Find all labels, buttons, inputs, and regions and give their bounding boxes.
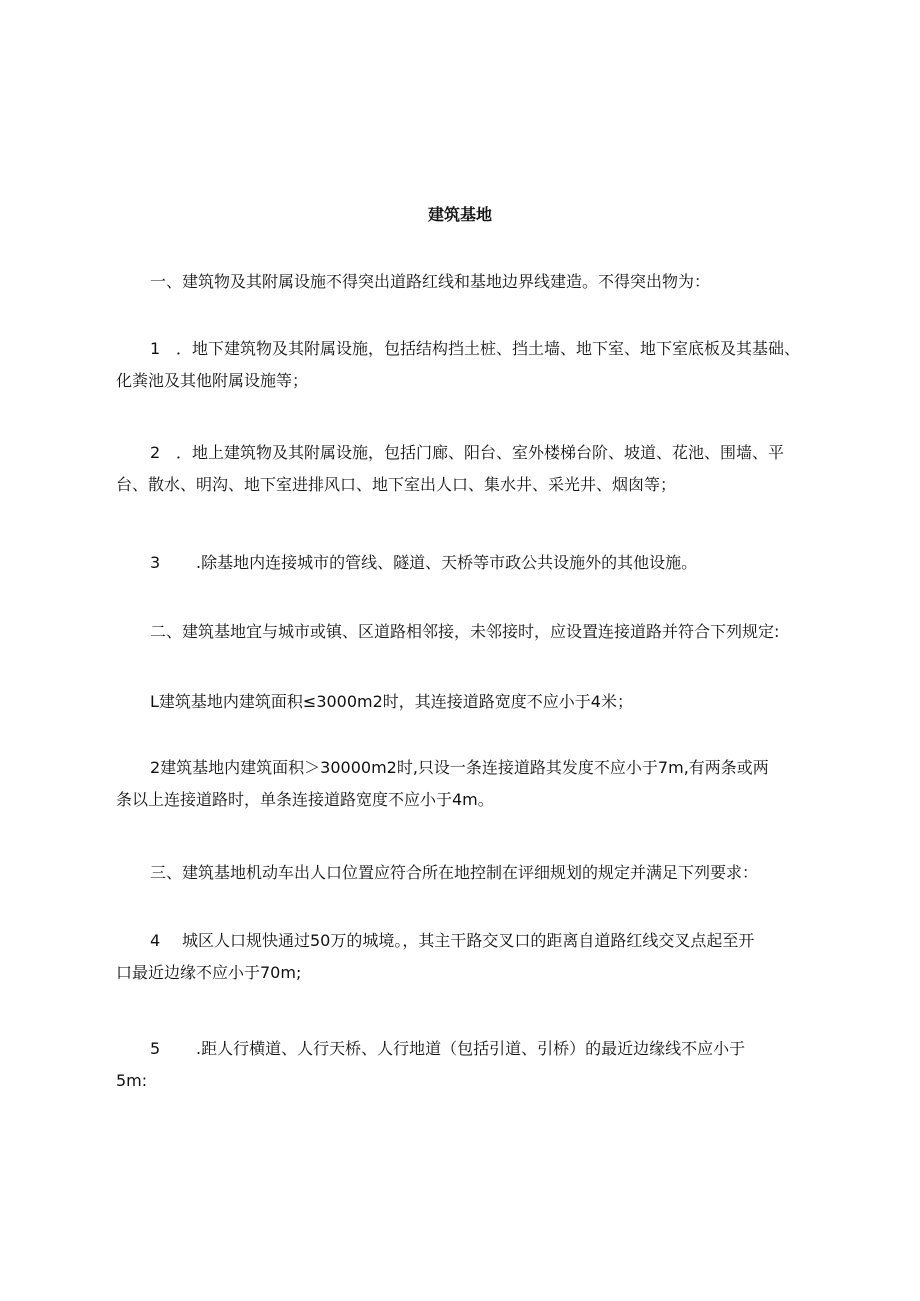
list-item-continuation: 5m: — [116, 1071, 148, 1090]
list-item — [116, 686, 806, 718]
list-item-number: 1 — [150, 339, 161, 358]
list-item — [116, 752, 806, 816]
document-title: 建筑基地 — [427, 205, 492, 224]
list-item-text: 2建筑基地内建筑面积＞30000m2时,只设一条连接道路其发度不应小于7m,有两条或两 — [150, 758, 769, 777]
section-two-heading — [116, 616, 806, 648]
list-item-line — [116, 437, 806, 469]
list-item-number: 5 — [150, 1039, 161, 1058]
section-one-heading-text: 一、建筑物及其附属设施不得突出道路红线和基地边界线建造。不得突出物为： — [150, 272, 711, 291]
list-item — [116, 437, 806, 501]
list-item-text: .距人行横道、人行天桥、人行地道（包括引道、引桥）的最近边缘线不应小于 — [196, 1039, 746, 1058]
list-item-number: 4 — [150, 931, 161, 950]
list-item-line — [116, 547, 806, 579]
list-item-number: 2 — [150, 443, 161, 462]
list-item — [116, 925, 806, 989]
list-item-continuation: 化粪池及其他附属设施等； — [116, 371, 309, 390]
list-item — [116, 1033, 806, 1097]
list-item-line — [116, 925, 806, 957]
list-item-text: ．地上建筑物及其附属设施，包括门廊、阳台、室外楼梯台阶、坡道、花池、围墙、平 — [176, 443, 785, 462]
list-item-text: 城区人口规快通过50万的城境。，其主干路交叉口的距离自道路红线交叉点起至开 — [182, 931, 755, 950]
list-item-number: 3 — [150, 553, 161, 572]
list-item-line — [116, 333, 806, 365]
list-item-text: L建筑基地内建筑面积≤3000m2时，其连接道路宽度不应小于4米； — [150, 692, 633, 711]
list-item-line — [116, 1033, 806, 1065]
section-two-heading-text: 二、建筑基地宜与城市或镇、区道路相邻接，未邻接时，应设置连接道路并符合下列规定: — [150, 622, 780, 641]
list-item — [116, 333, 806, 397]
list-item-text: ．地下建筑物及其附属设施，包括结构挡土桩、挡土墙、地下室、地下室底板及其基础、 — [176, 339, 801, 358]
list-item-continuation: 条以上连接道路时，单条连接道路宽度不应小于4m。 — [116, 790, 494, 809]
list-item-continuation: 口最近边缘不应小于70m; — [116, 963, 302, 982]
list-item-continuation: 台、散水、明沟、地下室进排风口、地下室出人口、集水井、采光井、烟囱等； — [116, 475, 677, 494]
section-three-heading-text: 三、建筑基地机动车出人口位置应符合所在地控制在评细规划的规定并满足下列要求： — [150, 863, 759, 882]
list-item — [116, 547, 806, 579]
section-one-heading — [116, 266, 806, 298]
list-item-text: .除基地内连接城市的管线、隧道、天桥等市政公共设施外的其他设施。 — [196, 553, 698, 572]
section-three-heading — [116, 857, 806, 889]
